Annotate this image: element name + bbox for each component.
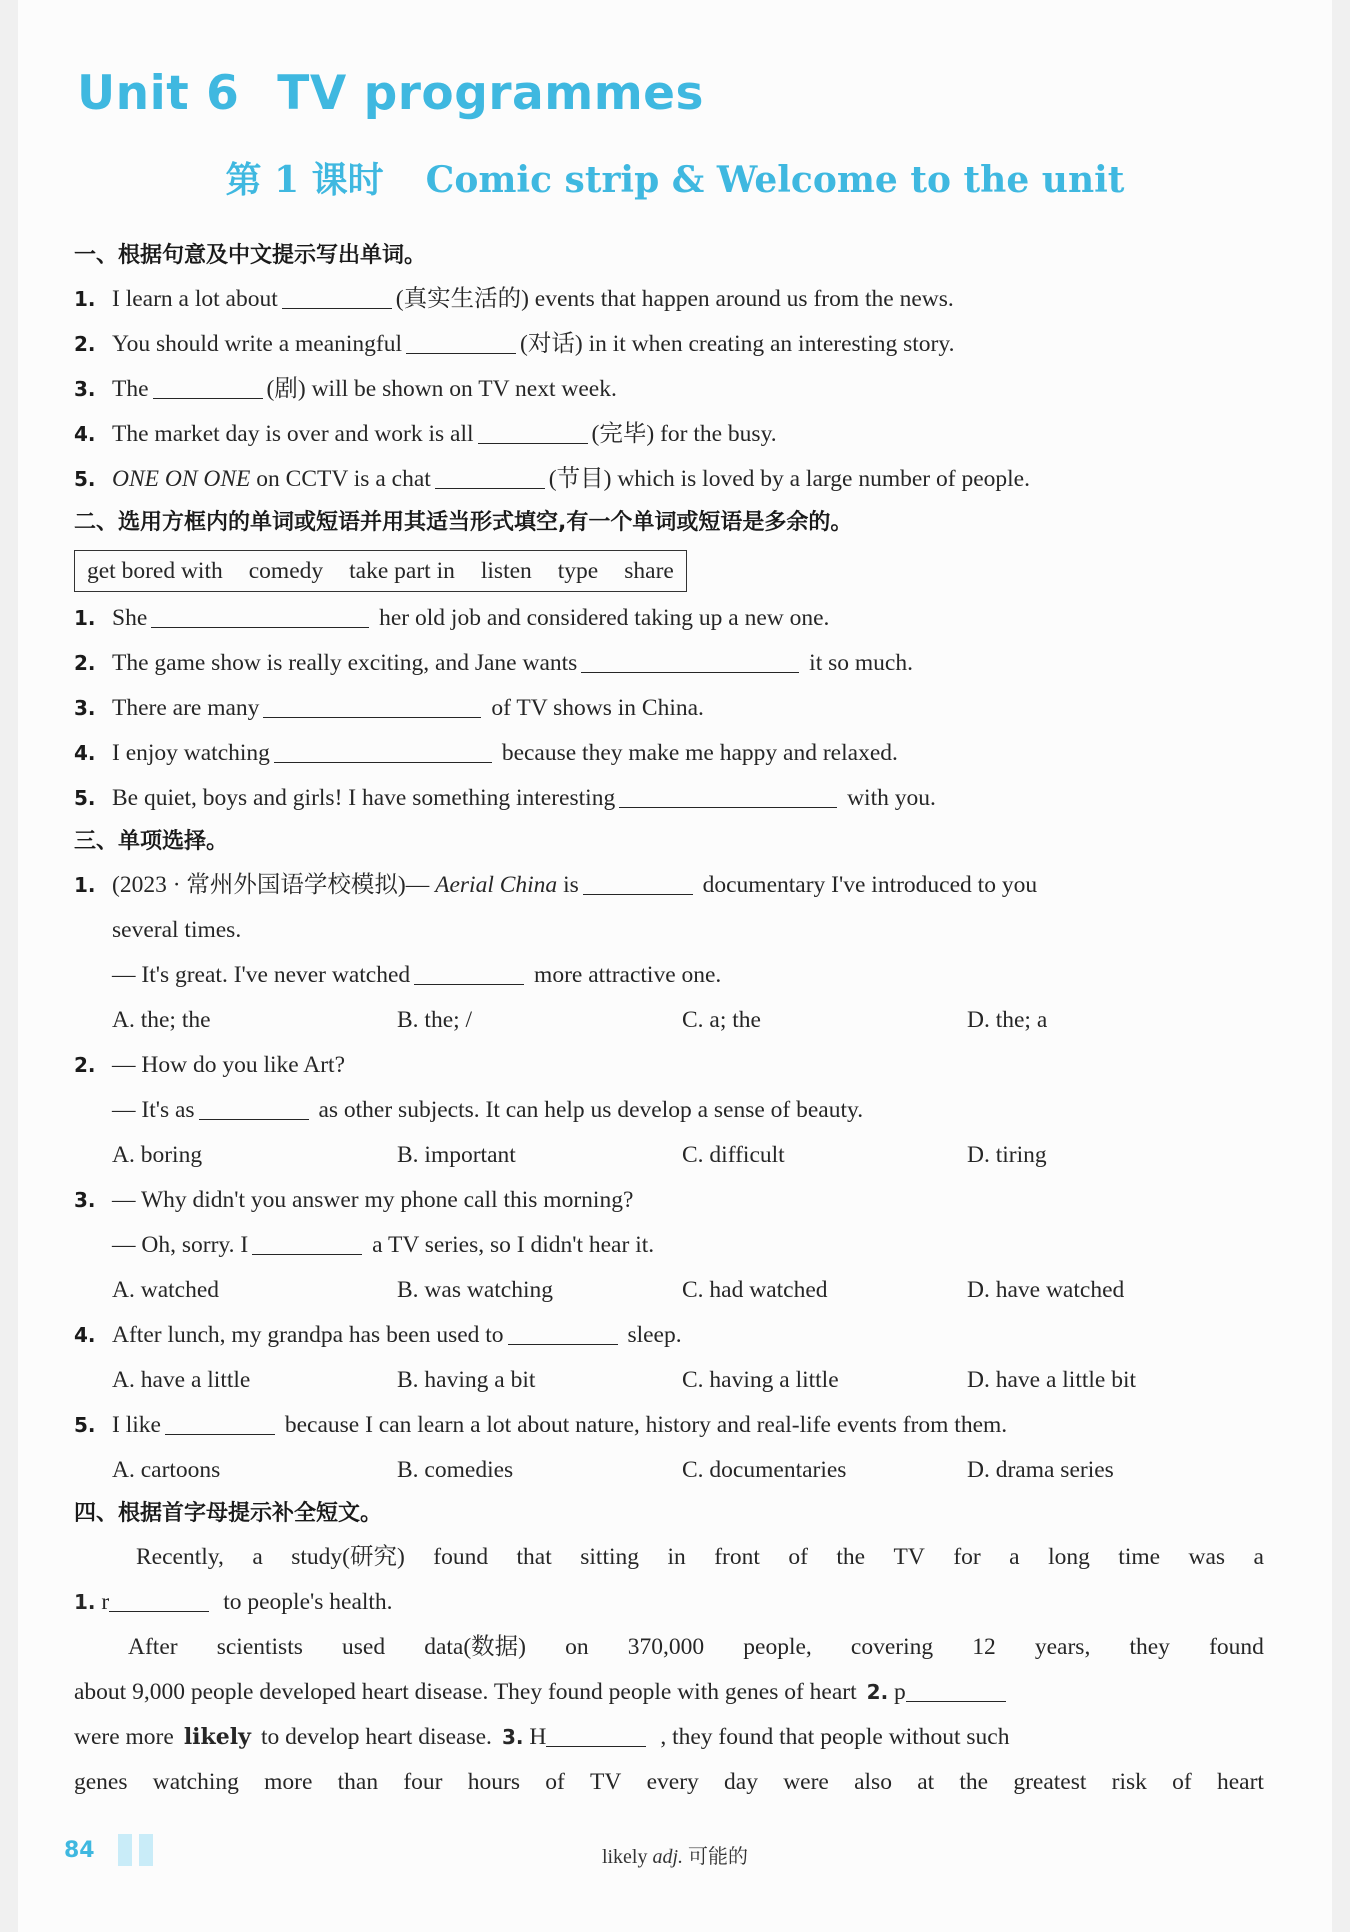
word-option: type bbox=[557, 558, 599, 584]
sentence-text: to people's health. bbox=[223, 1589, 393, 1615]
s1-item-5 bbox=[74, 457, 1264, 502]
answer-blank[interactable] bbox=[199, 1095, 309, 1120]
sentence-text: were more bbox=[74, 1724, 174, 1750]
s3-q4-options bbox=[74, 1358, 1264, 1403]
sentence-text: documentary I've introduced to you bbox=[702, 872, 1038, 898]
sentence-text: about 9,000 people developed heart disease. They found people with genes of heart bbox=[74, 1679, 857, 1705]
answer-blank[interactable] bbox=[508, 1320, 618, 1345]
sentence-text: because I can learn a lot about nature, history and real-life events from them. bbox=[284, 1412, 1008, 1438]
passage-word: risk bbox=[1111, 1769, 1147, 1795]
sentence-text: more attractive one. bbox=[534, 962, 722, 988]
question-number: 3. bbox=[74, 377, 96, 401]
question-number: 1. bbox=[74, 287, 96, 311]
passage-word: used bbox=[342, 1634, 386, 1660]
passage-word: data(数据) bbox=[424, 1634, 527, 1660]
sentence-text: a TV series, so I didn't hear it. bbox=[372, 1232, 655, 1258]
passage-word: they bbox=[1129, 1634, 1170, 1660]
sentence-text: I learn a lot about bbox=[112, 286, 278, 312]
question-number: 3. bbox=[74, 1188, 96, 1212]
passage-word: in bbox=[667, 1544, 686, 1570]
word-option: comedy bbox=[248, 558, 324, 584]
question-number: 4. bbox=[74, 1323, 96, 1347]
choice-a[interactable]: A. boring bbox=[112, 1142, 203, 1168]
sentence-text: She bbox=[112, 605, 148, 631]
s1-item-3 bbox=[74, 367, 1264, 412]
footnote-pos: adj. bbox=[652, 1846, 684, 1868]
answer-blank[interactable] bbox=[406, 329, 516, 354]
passage-word: the bbox=[959, 1769, 989, 1795]
lesson-topic: Comic strip & Welcome to the unit bbox=[425, 159, 1125, 201]
s2-item-2 bbox=[74, 641, 1264, 686]
passage-word: of bbox=[545, 1769, 565, 1795]
answer-blank[interactable] bbox=[165, 1410, 275, 1435]
choice-c[interactable]: C. a; the bbox=[682, 1007, 761, 1033]
passage-word: TV bbox=[590, 1769, 622, 1795]
passage-word: hours bbox=[467, 1769, 520, 1795]
passage-word: After bbox=[128, 1634, 178, 1660]
sentence-text: — Oh, sorry. I bbox=[112, 1232, 249, 1258]
sentence-text: as other subjects. It can help us develop a sense of beauty. bbox=[318, 1097, 864, 1123]
answer-blank[interactable] bbox=[282, 284, 392, 309]
question-number: 1. bbox=[74, 873, 96, 897]
s3-q1-reply bbox=[74, 953, 1264, 998]
passage-word: TV bbox=[893, 1544, 925, 1570]
passage-word: that bbox=[516, 1544, 552, 1570]
sentence-text: of TV shows in China. bbox=[491, 695, 704, 721]
passage-word: a bbox=[1253, 1544, 1264, 1570]
sentence-text: which is loved by a large number of people. bbox=[617, 466, 1030, 492]
sentence-text: events that happen around us from the news. bbox=[534, 286, 954, 312]
passage-word: greatest bbox=[1013, 1769, 1087, 1795]
question-number: 1. bbox=[74, 1590, 96, 1614]
sentence-text: with you. bbox=[847, 785, 936, 811]
choice-a[interactable]: A. the; the bbox=[112, 1007, 211, 1033]
passage-word: scientists bbox=[216, 1634, 303, 1660]
sentence-text: You should write a meaningful bbox=[112, 331, 403, 357]
s1-item-4 bbox=[74, 412, 1264, 457]
section1-heading: 一、根据句意及中文提示写出单词。 bbox=[74, 243, 427, 268]
sentence-text: because they make me happy and relaxed. bbox=[501, 740, 898, 766]
word-option: get bored with bbox=[87, 558, 223, 584]
scan-edge-left bbox=[0, 0, 18, 1932]
question-number: 2. bbox=[74, 332, 96, 356]
sentence-text: will be shown on TV next week. bbox=[311, 376, 617, 402]
sentence-text: — It's as bbox=[112, 1097, 195, 1123]
sentence-text: Be quiet, boys and girls! I have something interesting bbox=[112, 785, 616, 811]
passage-word: of bbox=[788, 1544, 808, 1570]
s3-q5-options bbox=[74, 1448, 1264, 1493]
answer-blank[interactable] bbox=[906, 1677, 1006, 1702]
chinese-hint: (真实生活的) bbox=[395, 286, 529, 312]
answer-blank[interactable] bbox=[274, 738, 492, 763]
sentence-text: on CCTV is a chat bbox=[256, 466, 431, 492]
passage-word: four bbox=[403, 1769, 443, 1795]
sentence-text: The game show is really exciting, and Jane wants bbox=[112, 650, 578, 676]
programme-name: ONE ON ONE bbox=[112, 466, 251, 492]
s3-q4-stem bbox=[74, 1313, 1264, 1358]
footnote-meaning: 可能的 bbox=[688, 1846, 749, 1868]
passage-word: time bbox=[1118, 1544, 1161, 1570]
passage-line bbox=[74, 1670, 1264, 1715]
question-number: 4. bbox=[74, 741, 96, 765]
scan-edge-right bbox=[1332, 0, 1350, 1932]
choice-c[interactable]: C. had watched bbox=[682, 1277, 828, 1303]
passage-word: found bbox=[433, 1544, 489, 1570]
answer-blank[interactable] bbox=[252, 1230, 362, 1255]
sentence-text: After lunch, my grandpa has been used to bbox=[112, 1322, 504, 1348]
passage-word: a bbox=[252, 1544, 263, 1570]
passage-word: covering bbox=[850, 1634, 934, 1660]
sentence-text: The market day is over and work is all bbox=[112, 421, 474, 447]
s2-item-5 bbox=[74, 776, 1264, 821]
word-option: take part in bbox=[349, 558, 455, 584]
answer-blank[interactable] bbox=[478, 419, 588, 444]
passage-word: genes bbox=[74, 1769, 128, 1795]
question-source: (2023 · 常州外国语学校模拟)— bbox=[112, 872, 436, 898]
s3-q3-reply bbox=[74, 1223, 1264, 1268]
s3-q2-options bbox=[74, 1133, 1264, 1178]
answer-blank[interactable] bbox=[583, 870, 693, 895]
unit-topic: TV programmes bbox=[277, 66, 705, 121]
first-letter-hint: H bbox=[529, 1724, 547, 1750]
passage-word: more bbox=[264, 1769, 313, 1795]
sentence-text: her old job and considered taking up a new one. bbox=[379, 605, 830, 631]
choice-b[interactable]: B. the; / bbox=[397, 1007, 473, 1033]
unit-label: Unit 6 bbox=[77, 66, 240, 121]
choice-d[interactable]: D. the; a bbox=[967, 1007, 1048, 1033]
answer-blank[interactable] bbox=[581, 648, 799, 673]
passage-line bbox=[74, 1535, 1264, 1580]
chinese-hint: (对话) bbox=[520, 331, 583, 357]
chinese-hint: (完毕) bbox=[591, 421, 655, 447]
s1-item-1 bbox=[74, 277, 1264, 322]
choice-d[interactable]: D. have a little bit bbox=[967, 1367, 1137, 1393]
passage-line bbox=[74, 1625, 1264, 1670]
passage-word: every bbox=[646, 1769, 699, 1795]
passage-word: were bbox=[783, 1769, 829, 1795]
s1-item-2 bbox=[74, 322, 1264, 367]
passage-word: study(研究) bbox=[291, 1544, 405, 1570]
choice-c[interactable]: C. having a little bbox=[682, 1367, 839, 1393]
question-number: 1. bbox=[74, 606, 96, 630]
first-letter-hint: r bbox=[101, 1589, 110, 1615]
passage-word: found bbox=[1209, 1634, 1264, 1660]
sentence-text: it so much. bbox=[809, 650, 913, 676]
sentence-text: There are many bbox=[112, 695, 260, 721]
answer-blank[interactable] bbox=[619, 783, 837, 808]
lesson-number: 第 1 课时 bbox=[225, 159, 384, 201]
choice-b[interactable]: B. comedies bbox=[397, 1457, 514, 1483]
passage-word: long bbox=[1048, 1544, 1090, 1570]
vocab-footnote bbox=[0, 1840, 1350, 1869]
sentence-text: — Why didn't you answer my phone call this morning? bbox=[112, 1187, 634, 1213]
passage-word: a bbox=[1009, 1544, 1020, 1570]
answer-blank[interactable] bbox=[109, 1587, 209, 1612]
choice-b[interactable]: B. important bbox=[397, 1142, 516, 1168]
passage-word: was bbox=[1188, 1544, 1226, 1570]
sentence-text: The bbox=[112, 376, 149, 402]
sentence-text: in it when creating an interesting story. bbox=[588, 331, 955, 357]
section4-heading: 四、根据首字母提示补全短文。 bbox=[74, 1501, 383, 1526]
question-number: 2. bbox=[74, 651, 96, 675]
choice-a[interactable]: A. cartoons bbox=[112, 1457, 221, 1483]
passage-line bbox=[74, 1715, 1264, 1760]
choice-a[interactable]: A. have a little bbox=[112, 1367, 251, 1393]
s3-q2-stem bbox=[74, 1043, 1264, 1088]
passage-word: watching bbox=[152, 1769, 239, 1795]
passage-word: also bbox=[854, 1769, 892, 1795]
sentence-text: sleep. bbox=[627, 1322, 682, 1348]
word-option: share bbox=[624, 558, 674, 584]
passage-word: Recently, bbox=[136, 1544, 224, 1570]
word-box bbox=[74, 550, 687, 592]
passage-line bbox=[74, 1580, 1264, 1625]
question-number: 3. bbox=[74, 696, 96, 720]
s3-q5-stem bbox=[74, 1403, 1264, 1448]
s3-q1-options bbox=[74, 998, 1264, 1043]
passage-word: 370,000 bbox=[627, 1634, 705, 1660]
question-number: 3. bbox=[501, 1725, 524, 1749]
s3-q3-options bbox=[74, 1268, 1264, 1313]
passage-word: day bbox=[724, 1769, 758, 1795]
choice-c[interactable]: C. documentaries bbox=[682, 1457, 847, 1483]
choice-a[interactable]: A. watched bbox=[112, 1277, 220, 1303]
passage-word: of bbox=[1172, 1769, 1192, 1795]
first-letter-hint: p bbox=[894, 1679, 906, 1705]
sentence-text: I like bbox=[112, 1412, 161, 1438]
sentence-text: — It's great. I've never watched bbox=[112, 962, 411, 988]
question-number: 5. bbox=[74, 1413, 96, 1437]
answer-blank[interactable] bbox=[546, 1722, 646, 1747]
page-number: 84 bbox=[64, 1838, 95, 1863]
s2-item-1 bbox=[74, 596, 1264, 641]
passage-word: years, bbox=[1034, 1634, 1091, 1660]
choice-c[interactable]: C. difficult bbox=[682, 1142, 785, 1168]
sentence-text: for the busy. bbox=[660, 421, 777, 447]
answer-blank[interactable] bbox=[263, 693, 481, 718]
choice-d[interactable]: D. have watched bbox=[967, 1277, 1125, 1303]
section2-heading: 二、选用方框内的单词或短语并用其适当形式填空,有一个单词或短语是多余的。 bbox=[74, 510, 853, 535]
s3-q1-cont: several times. bbox=[112, 917, 242, 943]
word-option: listen bbox=[480, 558, 532, 584]
s2-item-4 bbox=[74, 731, 1264, 776]
s3-q2-reply bbox=[74, 1088, 1264, 1133]
choice-b[interactable]: B. was watching bbox=[397, 1277, 553, 1303]
sentence-text: I enjoy watching bbox=[112, 740, 270, 766]
passage-word: than bbox=[337, 1769, 379, 1795]
choice-b[interactable]: B. having a bit bbox=[397, 1367, 536, 1393]
question-number: 4. bbox=[74, 422, 96, 446]
sentence-text: — How do you like Art? bbox=[112, 1052, 346, 1078]
passage-word: 12 bbox=[972, 1634, 996, 1660]
question-number: 2. bbox=[74, 1053, 96, 1077]
s3-q3-stem bbox=[74, 1178, 1264, 1223]
passage-line bbox=[74, 1760, 1264, 1805]
exercise-content bbox=[74, 235, 1264, 1805]
footnote-word: likely bbox=[601, 1846, 648, 1868]
passage-word: for bbox=[953, 1544, 981, 1570]
question-number: 5. bbox=[74, 786, 96, 810]
answer-blank[interactable] bbox=[414, 960, 524, 985]
passage-word: the bbox=[836, 1544, 866, 1570]
s3-q1-stem bbox=[74, 863, 1264, 908]
lesson-title bbox=[0, 152, 1350, 203]
chinese-hint: (节目) bbox=[548, 466, 612, 492]
chinese-hint: (剧) bbox=[266, 376, 306, 402]
sentence-text: is bbox=[563, 872, 579, 898]
passage-word: heart bbox=[1216, 1769, 1264, 1795]
passage-word: people, bbox=[743, 1634, 812, 1660]
answer-blank[interactable] bbox=[151, 603, 369, 628]
vocab-word: likely bbox=[183, 1724, 251, 1750]
choice-d[interactable]: D. drama series bbox=[967, 1457, 1114, 1483]
passage-word: sitting bbox=[580, 1544, 639, 1570]
section3-heading: 三、单项选择。 bbox=[74, 829, 229, 854]
s2-item-3 bbox=[74, 686, 1264, 731]
programme-name: Aerial China bbox=[435, 872, 558, 898]
sentence-text: to develop heart disease. bbox=[260, 1724, 492, 1750]
passage-word: at bbox=[917, 1769, 935, 1795]
passage-word: front bbox=[714, 1544, 760, 1570]
passage-word: on bbox=[565, 1634, 589, 1660]
answer-blank[interactable] bbox=[435, 464, 545, 489]
question-number: 2. bbox=[866, 1680, 889, 1704]
answer-blank[interactable] bbox=[153, 374, 263, 399]
unit-title bbox=[77, 66, 704, 121]
choice-d[interactable]: D. tiring bbox=[967, 1142, 1047, 1168]
question-number: 5. bbox=[74, 467, 96, 491]
passage bbox=[74, 1535, 1264, 1805]
sentence-text: , they found that people without such bbox=[660, 1724, 1010, 1750]
